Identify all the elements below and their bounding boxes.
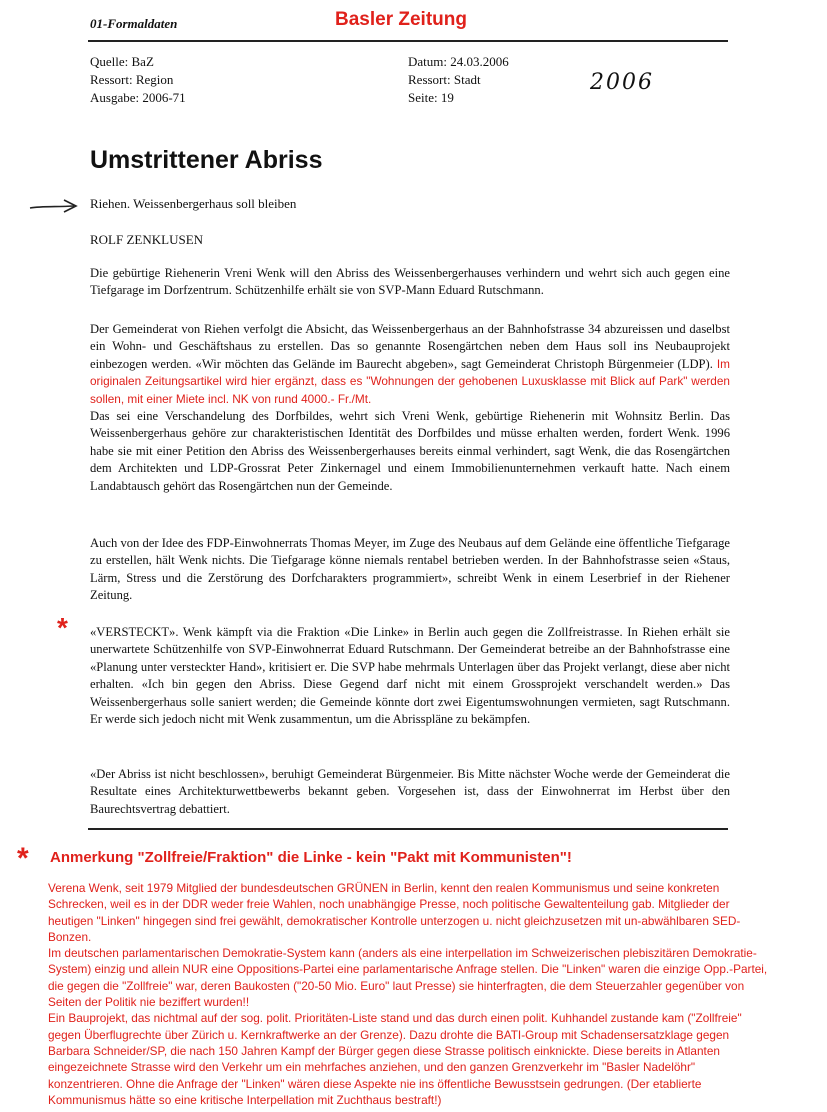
ausgabe-field: Ausgabe: 2006-71 [90,90,186,105]
hand-drawn-arrow-icon [28,197,80,220]
asterisk-icon: * [17,842,29,875]
article-paragraph-4: «VERSTECKT». Wenk kämpft via die Fraktion «Die Linke» in Berlin auch gegen die Zollfreistrasse. In Riehen erhält sie unerwartete Schützenhilfe von SVP-Einwohnerrat Eduard Rutschmann. Der Gemeinderat betreibe an der Bahnhofstrasse eine «Planung unter versteckter Hand», kritisiert er. Die SVP habe mehrmals Unterlagen über das Projekt verlangt, diese aber nicht erhalten. «Ich bin gegen den Abriss. Diese Gegend darf nicht mit einem Grossprojekt verschandelt werden.» Das Weissenbergerhaus solle saniert werden; die Gemeinde könnte dort zwei Eigentumswohnungen vermieten, sagt Rutschmann. Er werde sich jedoch nicht mit Wenk zusammentun, um die Abrisspläne zu bekämpfen. [90,625,730,727]
article-paragraph-2 [90,321,730,495]
paragraph-2-text: Der Gemeinderat von Riehen verfolgt die Absicht, das Weissenbergerhaus an der Bahnhofstrasse 34 abzureissen und daselbst ein Wohn- und Geschäftshaus zu erstellen. Das so genannte Rosengärtchen neben dem Haus soll ins Neubauprojekt einbezogen werden. «Wir möchten das Gelände im Baurecht abgeben», sagt Gemeinderat Christoph Bürgenmeier (LDP). [90,322,730,371]
header-divider [88,40,728,42]
article-subheadline: Riehen. Weissenbergerhaus soll bleiben [90,196,297,211]
article-headline: Umstrittener Abriss [90,146,323,174]
annotation-title: Anmerkung "Zollfreie/Fraktion" die Linke - kein "Pakt mit Kommunisten"! [50,849,572,866]
paragraph-2b-text: Das sei eine Verschandelung des Dorfbildes, wehrt sich Vreni Wenk, gebürtige Riehenerin mit Wohnsitz Berlin. Das Weissenbergerhaus gehöre zur charakteristischen Identität des Dorfbildes und müsse erhalten werden, fordert Wenk. 1996 habe sie mit einer Petition den Abriss des Weissenbergerhauses bereits einmal verhindert, sagt Wenk, die das Rosengärtchen dem Architekten und LDP-Grossrat Peter Zinkernagel und einem Immobilienunternehmen verkauft hatte. Nach einem Landabtausch gehört das Rosengärtchen nun der Gemeinde. [90,409,730,493]
seite-field: Seite: 19 [408,90,454,105]
article-author: ROLF ZENKLUSEN [90,232,204,247]
newspaper-title: Basler Zeitung [335,9,467,30]
handwritten-year: 2006 [590,70,654,95]
quelle-field: Quelle: BaZ [90,54,154,69]
inline-annotation-note: Im originalen Zeitungsartikel wird hier ergänzt, dass es "Wohnungen der gehobenen Luxusklasse mit Blick auf Park" werden sollen, mit einer Miete incl. NK von rund 4000.- Fr./Mt. [90,356,730,406]
section-label: 01-Formaldaten [90,16,178,31]
article-end-divider [88,828,728,830]
ressort-left-field: Ressort: Region [90,72,174,87]
ressort-right-field: Ressort: Stadt [408,72,481,87]
article-paragraph-3: Auch von der Idee des FDP-Einwohnerrats Thomas Meyer, im Zuge des Neubaus auf dem Gelände eine öffentliche Tiefgarage zu erstellen, hält Wenk nichts. Die Tiefgarage könne niemals rentabel betrieben werden. In der Bahnhofstrasse seien «Staus, Lärm, Stress und die Zerstörung des Dorfcharakters programmiert», schreibt Wenk in einem Leserbrief in der Riehener Zeitung. [90,536,730,603]
asterisk-icon: * [57,612,68,643]
datum-field: Datum: 24.03.2006 [408,54,509,69]
metadata-right [408,53,509,107]
article-lead-paragraph: Die gebürtige Riehenerin Vreni Wenk will den Abriss des Weissenbergerhauses verhindern und wehrt sich auch gegen eine Tiefgarage im Dorfzentrum. Schützenhilfe erhält sie von SVP-Mann Eduard Rutschmann. [90,266,730,298]
article-paragraph-5: «Der Abriss ist nicht beschlossen», beruhigt Gemeinderat Bürgenmeier. Bis Mitte nächster Woche werde der Gemeinderat die Resultate eines Architekturwettbewerbs bekannt geben. Vorgesehen ist, dass der Einwohnerrat im Herbst über den Baurechtsvertrag debattiert. [90,767,730,816]
annotation-body: Verena Wenk, seit 1979 Mitglied der bundesdeutschen GRÜNEN in Berlin, kennt den realen Kommunismus und seine konkreten Schrecken, weil es in der DDR weder freie Wahlen, noch unabhängige Presse, noch politische Gewaltenteilung gab. Mitglieder der heutigen "Linken" hingegen sind frei gewählt, demokratischer Kontrolle unterzogen u. nicht gleichzusetzen mit un-abwählbaren SED-Bonzen. Im deutschen parlamentarischen Demokratie-System kann (anders als eine interpellation im Schweizerischen plebiszitären Demokratie-System) einzig und allein NUR eine Oppositions-Partei eine parlamentarische Anfrage stellen. Die "Linken" waren die einzige Opp.-Partei, die gegen die "Zollfreie" war, deren Baukosten ("20-50 Mio. Euro" laut Presse) sie hinterfragten, die dem Steuerzahler gegenüber von Seiten der Politik nie beziffert wurden!! Ein Bauprojekt, das nichtmal auf der sog. polit. Prioritäten-Liste stand und das durch einen polit. Kuhhandel zustande kam ("Zollfreie" gegen Überflugrechte über Zürich u. Kernkraftwerke an der Grenze). Dazu drohte die BATI-Group mit Schadensersatzklage gegen Barbara Schneider/SP, die nach 150 Jahren Kampf der Bürger gegen diese Strasse politisch einknickte. Diese bereits in Atlanten eingezeichnete Strasse wird den Verkehr um ein mehrfaches anziehen, und den ganzen Grenzverkehr im "Basler Nadelöhr" konzentrieren. Ohne die Anfrage der "Linken" wären diese Aspekte nie ins öffentliche Bewusstsein gedrungen. (Der etablierte Kommunismus hätte so eine kritische Interpellation mit Zuchthaus bestraft!) [48,881,768,1107]
metadata-left [90,53,186,107]
